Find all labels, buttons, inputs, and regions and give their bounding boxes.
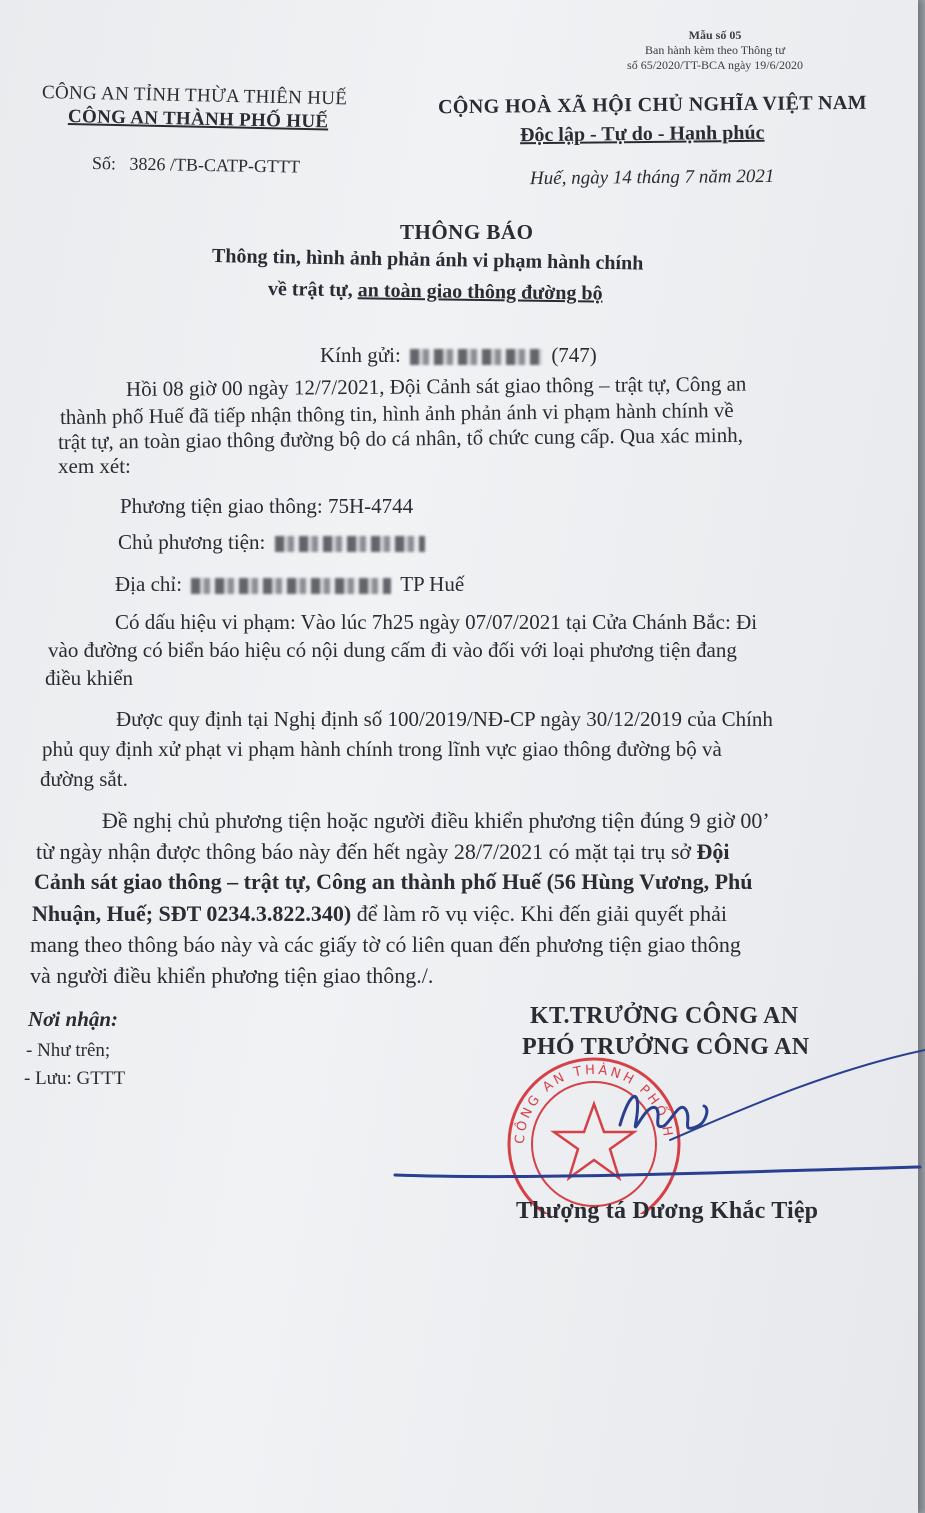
document-number [92, 153, 300, 178]
request-line-4a: Nhuận, Huế; SĐT 0234.3.822.340) [32, 901, 352, 926]
para1-line-1: Hồi 08 giờ 00 ngày 12/7/2021, Đội Cảnh sát giao thông – trật tự, Công an [125, 371, 747, 401]
request-line-2 [36, 839, 730, 865]
subtitle-2-b: an toàn giao thông đường bộ [357, 279, 603, 305]
nation-title: CỘNG HOÀ XÃ HỘI CHỦ NGHĨA VIỆT NAM [437, 91, 868, 119]
address-label: Địa chỉ: [115, 572, 183, 596]
document-subtitle-2 [268, 278, 603, 306]
document-title: THÔNG BÁO [400, 220, 534, 244]
violation-line-2: vào đường có biển báo hiệu có nội dung cấm đi vào đối với loại phương tiện đang [48, 638, 737, 662]
form-issued-with: Ban hành kèm theo Thông tư [645, 43, 785, 57]
request-line-2a: từ ngày nhận được thông báo này đến hết ngày 28/7/2021 có mặt tại trụ sở [36, 839, 697, 864]
request-line-5: mang theo thông báo này và các giấy tờ có liên quan đến phương tiện giao thông [30, 932, 741, 957]
request-line-6: và người điều khiển phương tiện giao thông./. [30, 963, 434, 988]
subtitle-2-a: về trật tự, [267, 278, 358, 302]
org-parent: CÔNG AN TỈNH THỪA THIÊN HUẾ [41, 82, 348, 110]
regulation-line-1: Được quy định tại Nghị định số 100/2019/NĐ-CP ngày 30/12/2019 của Chính [116, 707, 773, 731]
org-name-text: CÔNG AN THÀNH PHỐ HUẾ [67, 106, 329, 133]
redacted-address [191, 578, 391, 594]
document-number-value: 3826 /TB-CATP-GTTT [129, 153, 301, 177]
redacted-owner-name [275, 536, 425, 552]
para1-line-3: trật tự, an toàn giao thông đường bộ do cá nhân, tổ chức cung cấp. Qua xác minh, [57, 422, 744, 454]
address-suffix: TP Huế [400, 572, 465, 596]
para1-line-2: thành phố Huế đã tiếp nhận thông tin, hình ảnh phản ánh vi phạm hành chính về [59, 397, 734, 429]
violation-line-3: điều khiển [45, 666, 134, 690]
recipient-suffix: (747) [551, 343, 597, 367]
org-name [68, 106, 329, 133]
form-circular: số 65/2020/TT-BCA ngày 19/6/2020 [627, 58, 803, 72]
form-number: Mẫu số 05 [688, 28, 742, 42]
seal-text: CÔNG AN THÀNH PHỐ H [512, 1062, 676, 1145]
address-line [115, 572, 464, 597]
request-line-4b: để làm rõ vụ việc. Khi đến giải quyết phải [351, 901, 727, 926]
recipient-label: Kính gửi: [320, 343, 401, 367]
recipients-title: Nơi nhận: [28, 1007, 119, 1031]
owner-label: Chủ phương tiện: [118, 530, 266, 554]
request-line-2b: Đội [696, 839, 730, 864]
document-date: Huế, ngày 14 tháng 7 năm 2021 [529, 165, 775, 190]
recipient-line [320, 343, 597, 368]
form-number-block [600, 28, 830, 73]
regulation-line-2: phủ quy định xử phạt vi phạm hành chính trong lĩnh vực giao thông đường bộ và [42, 737, 722, 761]
request-line-3: Cảnh sát giao thông – trật tự, Công an thành phố Huế (56 Hùng Vương, Phú [34, 869, 753, 894]
vehicle-line: Phương tiện giao thông: 75H-4744 [120, 494, 414, 518]
recipients-item: - Lưu: GTTT [24, 1068, 126, 1089]
regulation-line-3: đường sắt. [40, 767, 128, 791]
recipients-item: - Như trên; [26, 1040, 111, 1061]
document-number-label: Số: [91, 153, 117, 174]
nation-motto: Độc lập - Tự do - Hạnh phúc [519, 121, 765, 147]
redacted-recipient-name [410, 349, 542, 365]
request-line-4 [32, 901, 727, 927]
owner-line [118, 530, 429, 555]
handwritten-signature [380, 1030, 925, 1190]
request-line-1: Đề nghị chủ phương tiện hoặc người điều khiển phương tiện đúng 9 giờ 00’ [102, 808, 770, 833]
document-subtitle-1: Thông tin, hình ảnh phản ánh vi phạm hành chính [211, 245, 644, 275]
violation-line-1: Có dấu hiệu vi phạm: Vào lúc 7h25 ngày 07/07/2021 tại Cửa Chánh Bắc: Đi [115, 610, 758, 634]
signature-title-2: PHÓ TRƯỞNG CÔNG AN [522, 1034, 810, 1060]
para1-line-4: xem xét: [58, 454, 131, 478]
signature-title-1: KT.TRƯỞNG CÔNG AN [530, 1003, 799, 1029]
signer-name: Thượng tá Dương Khắc Tiệp [516, 1198, 819, 1224]
